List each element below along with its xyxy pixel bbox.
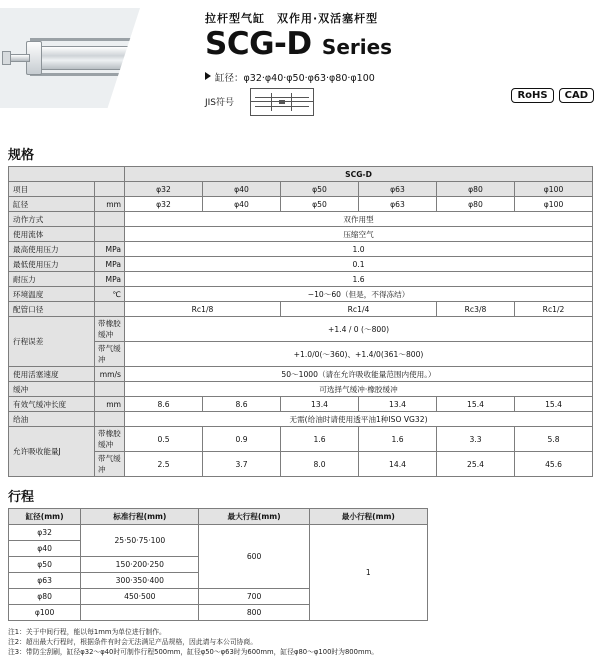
- row-unit: [95, 212, 125, 227]
- cell: 13.4: [281, 397, 359, 412]
- row-label-cushion: 缓冲: [9, 382, 95, 397]
- cell: 0.1: [125, 257, 593, 272]
- row-unit: MPa: [95, 272, 125, 287]
- spec-unit-header: [95, 182, 125, 197]
- table-row: [9, 382, 593, 397]
- stroke-section-title: 行程: [8, 490, 35, 505]
- spec-item-header: 项目: [9, 182, 95, 197]
- row-label-fluid: 使用流体: [9, 227, 95, 242]
- row-unit: MPa: [95, 257, 125, 272]
- row-sublabel-air: 带气缓冲: [95, 452, 125, 477]
- cell: φ32: [125, 197, 203, 212]
- row-label-stroke-tolerance: 行程误差: [9, 317, 95, 367]
- table-row: [9, 397, 593, 412]
- cell: 2.5: [125, 452, 203, 477]
- row-label-bore: 缸径: [9, 197, 95, 212]
- row-label-port-size: 配管口径: [9, 302, 95, 317]
- cell: 50～1000（请在允许吸收能量范围内使用。）: [125, 367, 593, 382]
- cell: φ100: [515, 197, 593, 212]
- bore-col-5: φ80: [437, 182, 515, 197]
- rod-end-nut: [2, 51, 11, 65]
- row-label-absorbable-energy: 允许吸收能量J: [9, 427, 95, 477]
- cell: Rc1/8: [125, 302, 281, 317]
- row-unit: [95, 227, 125, 242]
- cell: 13.4: [359, 397, 437, 412]
- page-header: [0, 0, 600, 135]
- cell: 25.4: [437, 452, 515, 477]
- table-row: [9, 242, 593, 257]
- cell: 800: [199, 605, 309, 621]
- row-sublabel-rubber: 带橡胶缓冲: [95, 427, 125, 452]
- stroke-col-min: 最小行程(mm): [309, 509, 427, 525]
- cell: 450·500: [81, 589, 199, 605]
- bullet-triangle-icon: [205, 72, 211, 80]
- row-unit: MPa: [95, 242, 125, 257]
- jis-symbol-diagram: [250, 88, 314, 116]
- cell: 700: [199, 589, 309, 605]
- cell: 3.3: [437, 427, 515, 452]
- bore-values: φ32·φ40·φ50·φ63·φ80·φ100: [243, 72, 375, 84]
- product-subtitle: 拉杆型气缸 双作用·双活塞杆型: [205, 12, 379, 25]
- row-label-action: 动作方式: [9, 212, 95, 227]
- cell: Rc1/4: [281, 302, 437, 317]
- bore-col-2: φ40: [203, 182, 281, 197]
- page-title: [205, 28, 592, 61]
- spec-section-title: 规格: [8, 148, 35, 163]
- row-sublabel-rubber: 带橡胶缓冲: [95, 317, 125, 342]
- table-row: [9, 182, 593, 197]
- cell: 25·50·75·100: [81, 525, 199, 557]
- cell: 3.7: [203, 452, 281, 477]
- cell: [81, 605, 199, 621]
- table-row: [9, 412, 593, 427]
- row-label-lubrication: 给油: [9, 412, 95, 427]
- cell: 8.0: [281, 452, 359, 477]
- cell: 8.6: [203, 397, 281, 412]
- row-label-cushion-length: 有效气缓冲长度: [9, 397, 95, 412]
- table-row: [9, 427, 593, 452]
- stroke-col-max: 最大行程(mm): [199, 509, 309, 525]
- cell: 0.5: [125, 427, 203, 452]
- bore-line: [205, 70, 592, 84]
- table-row: [9, 367, 593, 382]
- cell: 1.6: [359, 427, 437, 452]
- cell: 1.6: [125, 272, 593, 287]
- row-unit: mm: [95, 397, 125, 412]
- jis-symbol-label: JIS符号: [205, 98, 235, 108]
- cell: 1.6: [281, 427, 359, 452]
- cell: 14.4: [359, 452, 437, 477]
- row-unit: [95, 412, 125, 427]
- cell: φ40: [203, 197, 281, 212]
- cell: Rc1/2: [515, 302, 593, 317]
- header-text-block: [205, 10, 592, 84]
- cell: 压缩空气: [125, 227, 593, 242]
- table-row: [9, 167, 593, 182]
- rohs-badge: RoHS: [511, 88, 553, 103]
- spec-table: [8, 166, 593, 477]
- certification-badges: [511, 88, 594, 103]
- bore-col-4: φ63: [359, 182, 437, 197]
- row-unit: mm/s: [95, 367, 125, 382]
- cell: +1.0/0(～360)、+1.4/0(361～800): [125, 342, 593, 367]
- cell: 8.6: [125, 397, 203, 412]
- row-unit: [95, 302, 125, 317]
- spec-group-header: SCG-D: [125, 167, 593, 182]
- stroke-col-bore: 缸径(mm): [9, 509, 81, 525]
- row-sublabel-air: 带气缓冲: [95, 342, 125, 367]
- cell: 600: [199, 525, 309, 589]
- cell: φ80: [437, 197, 515, 212]
- series-word: Series: [321, 35, 393, 59]
- cell: 45.6: [515, 452, 593, 477]
- cell: 5.8: [515, 427, 593, 452]
- footnote-2: 注2：超出最大行程时，根据条件有时会无法满足产品规格，因此请与本公司协商。: [8, 638, 258, 647]
- table-row: [9, 197, 593, 212]
- row-label-piston-speed: 使用活塞速度: [9, 367, 95, 382]
- cell: 可选择气缓冲·橡胶缓冲: [125, 382, 593, 397]
- cell: 双作用型: [125, 212, 593, 227]
- cell: φ63: [359, 197, 437, 212]
- cell: 300·350·400: [81, 573, 199, 589]
- row-label-min-pressure: 最低使用压力: [9, 257, 95, 272]
- cell: φ100: [9, 605, 81, 621]
- cell: φ40: [9, 541, 81, 557]
- table-row: [9, 525, 428, 541]
- table-row: [9, 257, 593, 272]
- cell: +1.4 / 0 (～800): [125, 317, 593, 342]
- table-row: [9, 272, 593, 287]
- product-photo: [0, 8, 205, 108]
- cell: −10～60（但是，不得冻结）: [125, 287, 593, 302]
- cell: φ50: [9, 557, 81, 573]
- cell: 1: [309, 525, 427, 621]
- cell: φ32: [9, 525, 81, 541]
- cell: φ63: [9, 573, 81, 589]
- table-row: [9, 509, 428, 525]
- table-row: [9, 302, 593, 317]
- row-unit-bore: mm: [95, 197, 125, 212]
- cell: 0.9: [203, 427, 281, 452]
- cell: 15.4: [437, 397, 515, 412]
- cell: 15.4: [515, 397, 593, 412]
- row-unit: [95, 382, 125, 397]
- stroke-table: [8, 508, 428, 621]
- table-row: [9, 227, 593, 242]
- footnote-1: 注1：关于中间行程，能以每1mm为单位进行制作。: [8, 628, 166, 636]
- table-row: [9, 317, 593, 342]
- cell: Rc3/8: [437, 302, 515, 317]
- footnote-3: 注3：带防尘刮刷，缸径φ32～φ40时可制作行程500mm，缸径φ50～φ63时为600mm，缸径φ80～φ100时为800mm。: [8, 648, 378, 657]
- cell: φ50: [281, 197, 359, 212]
- table-row: [9, 342, 593, 367]
- row-label-max-pressure: 最高使用压力: [9, 242, 95, 257]
- cell: 150·200·250: [81, 557, 199, 573]
- cad-badge: CAD: [559, 88, 594, 103]
- cell: 1.0: [125, 242, 593, 257]
- row-label-proof-pressure: 耐压力: [9, 272, 95, 287]
- bore-col-6: φ100: [515, 182, 593, 197]
- bore-col-1: φ32: [125, 182, 203, 197]
- row-label-temperature: 环境温度: [9, 287, 95, 302]
- stroke-col-standard: 标准行程(mm): [81, 509, 199, 525]
- model-name: SCG-D: [205, 26, 312, 62]
- footnotes: [8, 627, 600, 658]
- cell: φ80: [9, 589, 81, 605]
- cell: 无需(给油时请使用透平油1种ISO VG32): [125, 412, 593, 427]
- table-row: [9, 287, 593, 302]
- table-row: [9, 212, 593, 227]
- bore-label: 缸径：: [215, 72, 244, 84]
- row-unit: ℃: [95, 287, 125, 302]
- bore-col-3: φ50: [281, 182, 359, 197]
- table-row: [9, 452, 593, 477]
